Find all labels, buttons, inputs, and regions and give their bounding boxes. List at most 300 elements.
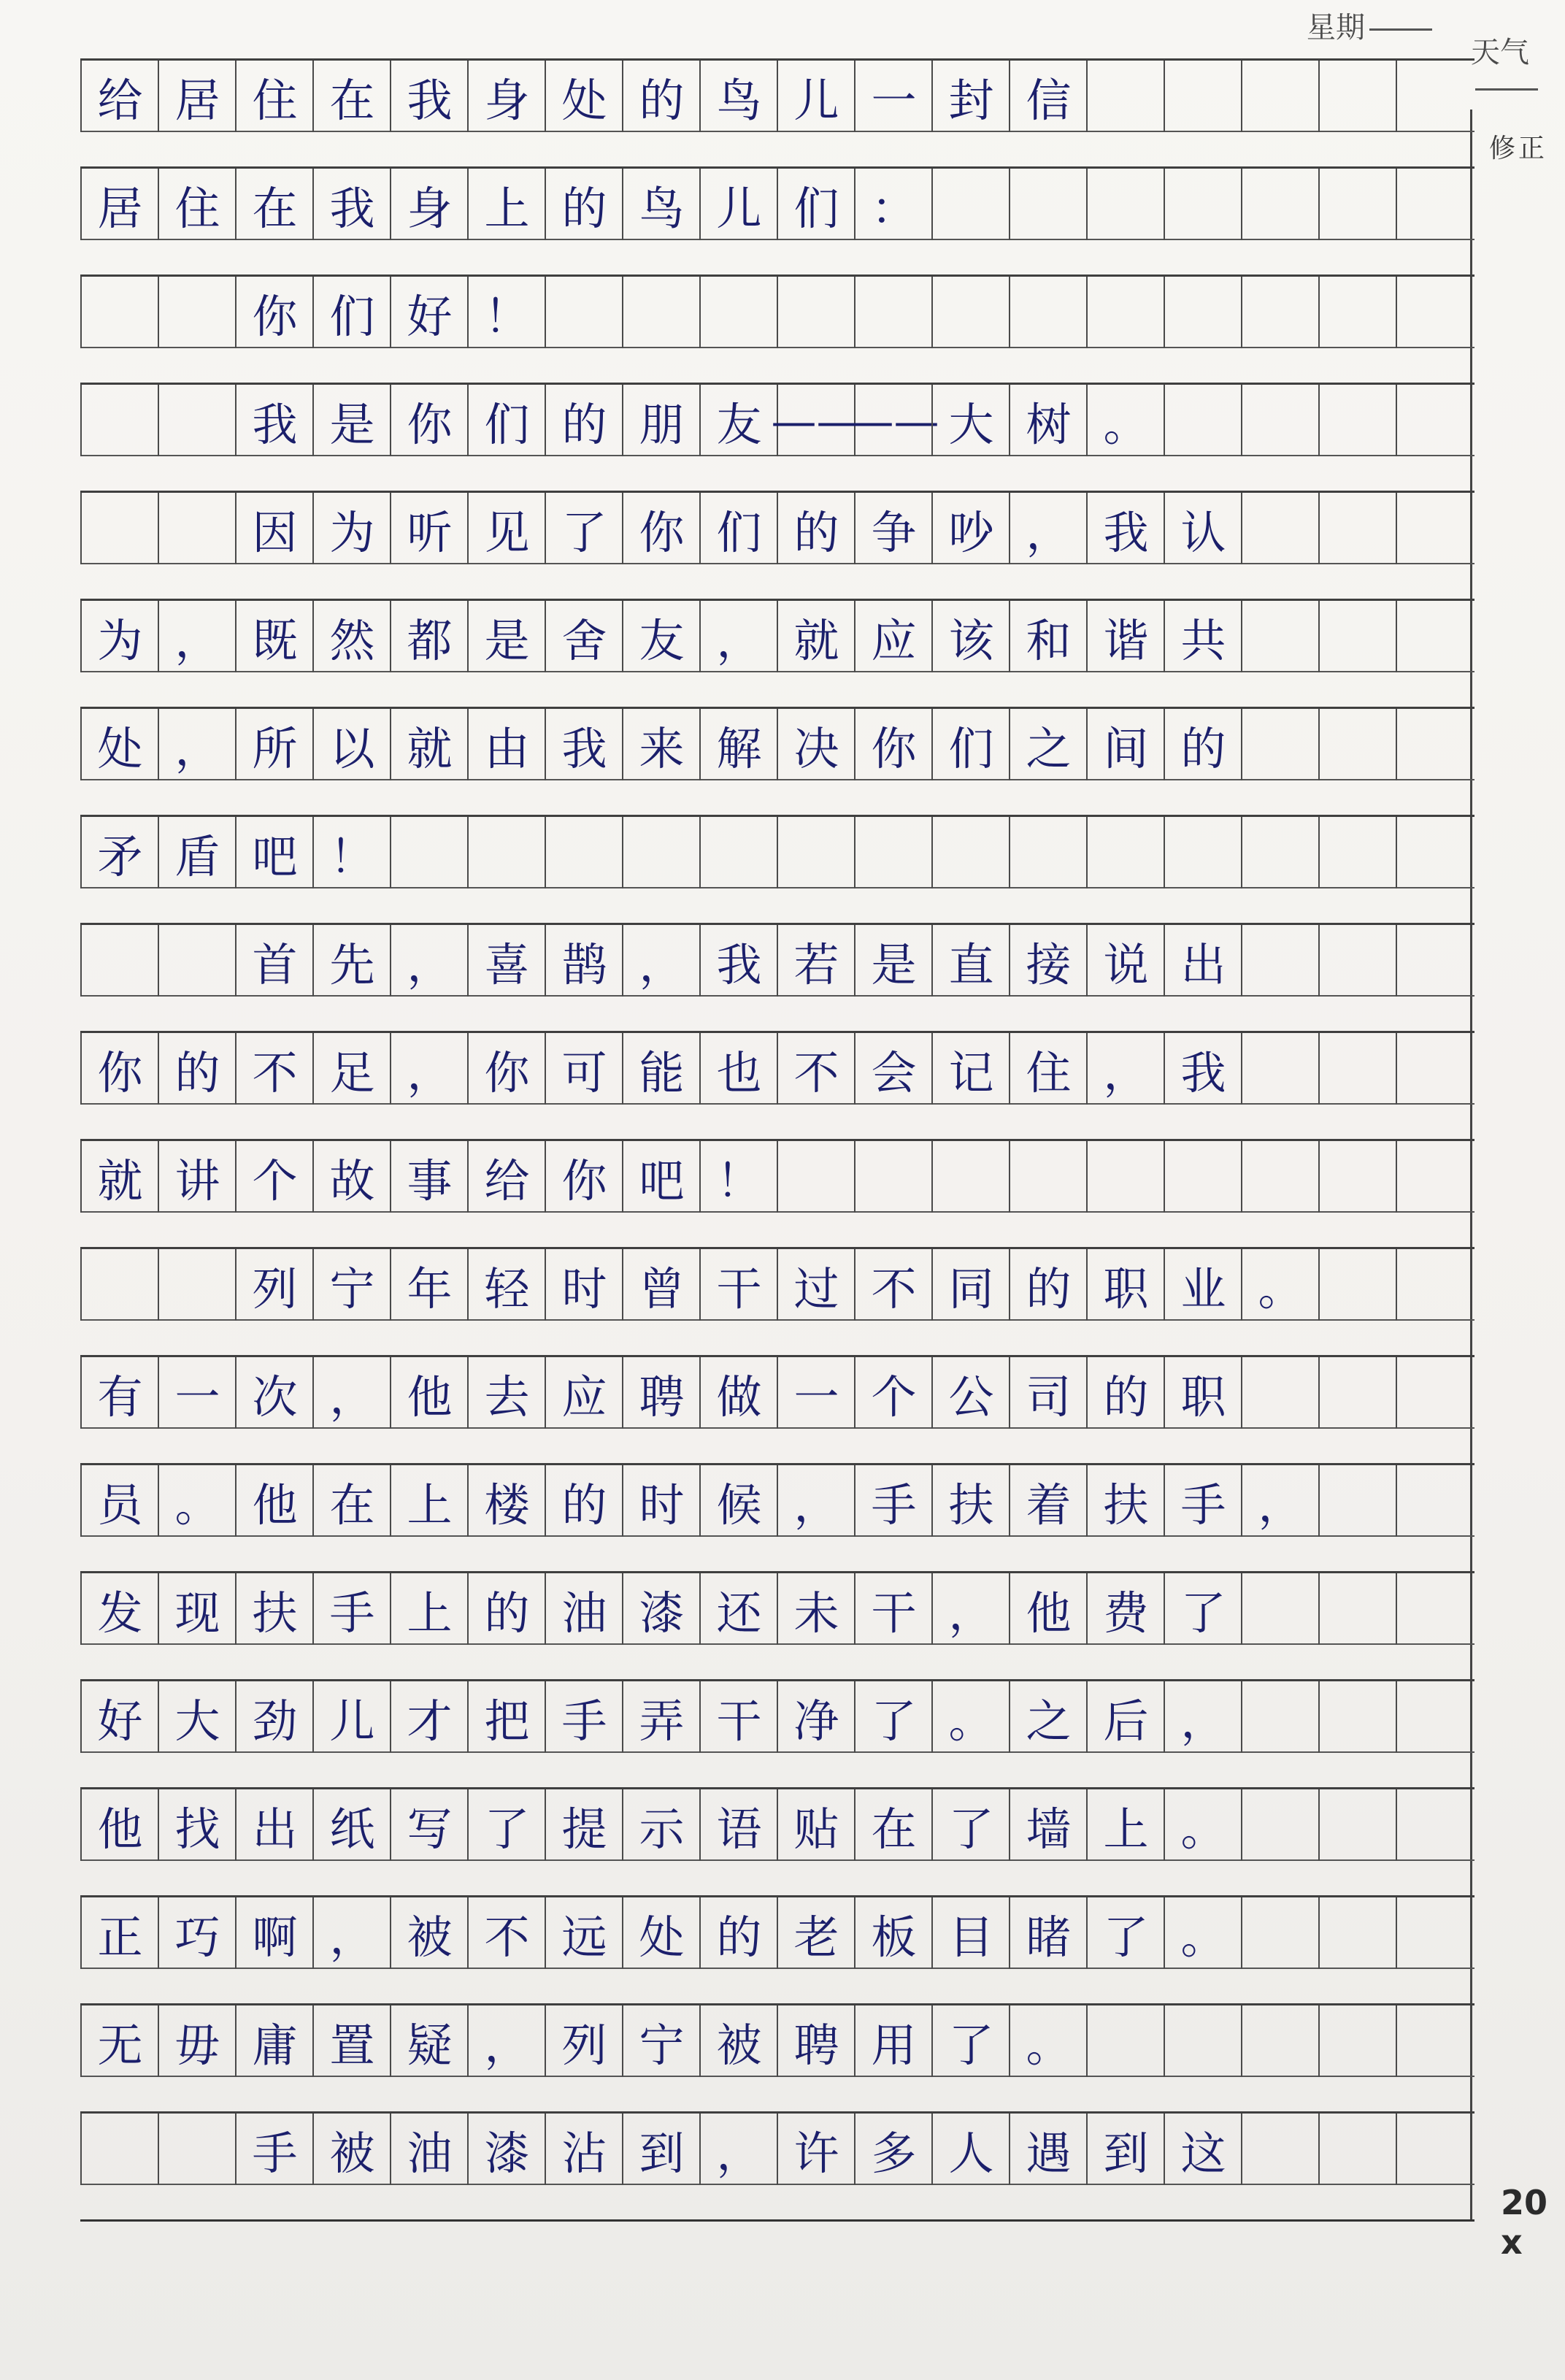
grid-cell: 宁 (312, 1249, 391, 1321)
grid-cell: 会 (854, 1033, 932, 1105)
grid-cell: 年 (390, 1249, 468, 1321)
row-separator (80, 1427, 1474, 1445)
grid-cell: 聘 (777, 2005, 855, 2077)
grid-cell: 不 (467, 1897, 545, 1969)
grid-cell: 油 (545, 1573, 623, 1645)
grid-cell: 说 (1086, 925, 1164, 997)
grid-cell: 了 (1164, 1573, 1242, 1645)
grid-row (80, 1463, 1474, 1553)
grid-cell: 之 (1009, 709, 1087, 780)
grid-cell (1396, 277, 1474, 348)
grid-cell (1241, 925, 1319, 997)
grid-cell: ， (777, 1465, 855, 1537)
grid-cell: 决 (777, 709, 855, 780)
grid-cell: 手 (312, 1573, 391, 1645)
grid-cell: 上 (390, 1573, 468, 1645)
grid-row (80, 1247, 1474, 1337)
grid-cell (1318, 1897, 1396, 1969)
grid-cell (1396, 1141, 1474, 1213)
grid-cell: 曾 (622, 1249, 700, 1321)
grid-cell: 足 (312, 1033, 391, 1105)
grid-cell (1009, 1141, 1087, 1213)
grid-cell: 用 (854, 2005, 932, 2077)
grid-cell: ， (312, 1357, 391, 1429)
grid-cell: 由 (467, 709, 545, 780)
grid-cell: ， (1241, 1465, 1319, 1537)
grid-cell: 扶 (235, 1573, 313, 1645)
grid-cell: 应 (854, 601, 932, 672)
grid-cell: ！ (312, 817, 391, 888)
grid-cell: 认 (1164, 493, 1242, 564)
grid-cell: 们 (467, 385, 545, 456)
grid-cell: 好 (80, 1681, 158, 1753)
grid-cell: 。 (158, 1465, 236, 1537)
grid-cell (1318, 2114, 1396, 2185)
grid-cell: 。 (931, 1681, 1010, 1753)
grid-cell: 手 (235, 2114, 313, 2185)
row-separator (80, 1968, 1474, 1985)
grid-cell: 睹 (1009, 1897, 1087, 1969)
grid-cell: 发 (80, 1573, 158, 1645)
grid-cell (1396, 1033, 1474, 1105)
grid-cell: 的 (699, 1897, 777, 1969)
grid-cell (1318, 169, 1396, 240)
grid-cell: 吧 (622, 1141, 700, 1213)
grid-cell (1396, 1357, 1474, 1429)
grid-cell: 大 (931, 385, 1010, 456)
grid-cell: 轻 (467, 1249, 545, 1321)
grid-cell (545, 817, 623, 888)
grid-cell: 远 (545, 1897, 623, 1969)
grid-cell (158, 385, 236, 456)
row-separator (80, 1859, 1474, 1877)
grid-cell: 先 (312, 925, 391, 997)
grid-cell: 处 (622, 1897, 700, 1969)
grid-cell (1241, 1573, 1319, 1645)
grid-cell: 我 (1164, 1033, 1242, 1105)
grid-cell: 的 (1164, 709, 1242, 780)
grid-cell: ， (467, 2005, 545, 2077)
grid-cell: 儿 (777, 61, 855, 132)
grid-cell (1241, 493, 1319, 564)
grid-cell: 的 (1009, 1249, 1087, 1321)
row-separator (80, 1643, 1474, 1661)
grid-cell (1396, 1789, 1474, 1861)
grid-cell: 毋 (158, 2005, 236, 2077)
grid-cell: 到 (1086, 2114, 1164, 2185)
grid-cell: 语 (699, 1789, 777, 1861)
grid-cell: 吧 (235, 817, 313, 888)
grid-cell: 你 (467, 1033, 545, 1105)
grid-cell: 故 (312, 1141, 391, 1213)
grid-cell (699, 817, 777, 888)
grid-cell: 是 (312, 385, 391, 456)
grid-row (80, 383, 1474, 472)
grid-cell (1396, 1465, 1474, 1537)
grid-cell: 未 (777, 1573, 855, 1645)
grid-row (80, 58, 1474, 148)
grid-cell (1241, 709, 1319, 780)
grid-cell (1396, 2114, 1474, 2185)
grid-cell (1164, 385, 1242, 456)
grid-cell: 提 (545, 1789, 623, 1861)
grid-cell: 正 (80, 1897, 158, 1969)
row-separator (80, 1103, 1474, 1121)
grid-cell: 写 (390, 1789, 468, 1861)
grid-cell (1164, 169, 1242, 240)
grid-cell: 所 (235, 709, 313, 780)
grid-cell: 个 (235, 1141, 313, 1213)
grid-cell: 做 (699, 1357, 777, 1429)
grid-cell (80, 2114, 158, 2185)
grid-cell: 也 (699, 1033, 777, 1105)
grid-row (80, 1679, 1474, 1769)
row-separator (80, 2184, 1474, 2201)
grid-cell: 费 (1086, 1573, 1164, 1645)
grid-cell (158, 925, 236, 997)
grid-cell (467, 817, 545, 888)
grid-cell: 是 (467, 601, 545, 672)
grid-cell: 把 (467, 1681, 545, 1753)
grid-cell: 儿 (312, 1681, 391, 1753)
grid-cell (1396, 925, 1474, 997)
grid-cell (1396, 1573, 1474, 1645)
grid-cell: 以 (312, 709, 391, 780)
grid-cell: 才 (390, 1681, 468, 1753)
grid-cell: 我 (545, 709, 623, 780)
grid-cell: 去 (467, 1357, 545, 1429)
grid-cell (1009, 817, 1087, 888)
grid-cell: 司 (1009, 1357, 1087, 1429)
weather-label: 天气 (1471, 29, 1565, 104)
grid-cell (777, 817, 855, 888)
row-separator (80, 1751, 1474, 1769)
grid-size-label: 20 x (1501, 2183, 1548, 2262)
grid-cell: 舍 (545, 601, 623, 672)
grid-cell (1241, 2114, 1319, 2185)
grid-cell: 漆 (467, 2114, 545, 2185)
grid-cell: 我 (312, 169, 391, 240)
grid-cell: 同 (931, 1249, 1010, 1321)
grid-cell (1318, 61, 1396, 132)
grid-cell: 为 (80, 601, 158, 672)
grid-cell: 老 (777, 1897, 855, 1969)
grid-cell: 他 (80, 1789, 158, 1861)
row-separator (80, 239, 1474, 256)
grid-cell (80, 1249, 158, 1321)
grid-cell: 可 (545, 1033, 623, 1105)
grid-cell (80, 385, 158, 456)
grid-cell: 员 (80, 1465, 158, 1537)
grid-cell: 干 (699, 1249, 777, 1321)
grid-cell: 友 (699, 385, 777, 456)
grid-cell: 就 (80, 1141, 158, 1213)
grid-cell: 了 (854, 1681, 932, 1753)
grid-cell: 楼 (467, 1465, 545, 1537)
grid-cell: 的 (545, 385, 623, 456)
grid-cell (699, 277, 777, 348)
grid-cell: 好 (390, 277, 468, 348)
grid-cell: 上 (467, 169, 545, 240)
grid-cell: 我 (390, 61, 468, 132)
grid-cell: 上 (390, 1465, 468, 1537)
grid-cell: 。 (1009, 2005, 1087, 2077)
grid-cell: 职 (1164, 1357, 1242, 1429)
grid-cell: 来 (622, 709, 700, 780)
grid-cell (1396, 2005, 1474, 2077)
grid-cell (1396, 169, 1474, 240)
grid-row (80, 275, 1474, 364)
grid-cell: 目 (931, 1897, 1010, 1969)
grid-cell: 的 (1086, 1357, 1164, 1429)
grid-cell: ， (699, 601, 777, 672)
grid-cell (1318, 601, 1396, 672)
grid-cell: 接 (1009, 925, 1087, 997)
row-separator (80, 131, 1474, 148)
grid-cell: 应 (545, 1357, 623, 1429)
grid-cell: ， (1086, 1033, 1164, 1105)
grid-cell: 公 (931, 1357, 1010, 1429)
grid-cell: ， (1009, 493, 1087, 564)
grid-cell (1396, 493, 1474, 564)
grid-cell: 墙 (1009, 1789, 1087, 1861)
row-separator (80, 1211, 1474, 1229)
grid-cell: 他 (1009, 1573, 1087, 1645)
grid-cell: 过 (777, 1249, 855, 1321)
grid-cell: 疑 (390, 2005, 468, 2077)
grid-cell: 因 (235, 493, 313, 564)
grid-cell: 首 (235, 925, 313, 997)
grid-cell (1241, 1789, 1319, 1861)
grid-cell: 住 (158, 169, 236, 240)
grid-cell: 们 (777, 169, 855, 240)
grid-cell: 在 (235, 169, 313, 240)
grid-cell: ！ (699, 1141, 777, 1213)
grid-cell: 职 (1086, 1249, 1164, 1321)
grid-cell (158, 277, 236, 348)
grid-cell: ， (931, 1573, 1010, 1645)
grid-cell (1241, 2005, 1319, 2077)
row-separator (80, 671, 1474, 688)
grid-cell: 既 (235, 601, 313, 672)
grid-cell: 个 (854, 1357, 932, 1429)
grid-cell (1318, 493, 1396, 564)
grid-cell: —— (854, 385, 932, 456)
grid-cell: 你 (622, 493, 700, 564)
grid-cell: 鸟 (699, 61, 777, 132)
grid-cell: 他 (235, 1465, 313, 1537)
grid-cell: 不 (777, 1033, 855, 1105)
grid-cell: 树 (1009, 385, 1087, 456)
grid-cell: 的 (545, 169, 623, 240)
grid-cell: 了 (467, 1789, 545, 1861)
grid-cell: 见 (467, 493, 545, 564)
grid-cell (777, 277, 855, 348)
grid-cell: 你 (80, 1033, 158, 1105)
grid-cell: 时 (545, 1249, 623, 1321)
grid-cell: 扶 (931, 1465, 1010, 1537)
grid-cell: 干 (854, 1573, 932, 1645)
grid-cell: 巧 (158, 1897, 236, 1969)
grid-cell: ， (158, 601, 236, 672)
grid-cell (1396, 61, 1474, 132)
grid-cell: 间 (1086, 709, 1164, 780)
grid-cell: 争 (854, 493, 932, 564)
grid-cell: 的 (777, 493, 855, 564)
grid-cell: 我 (1086, 493, 1164, 564)
grid-cell: 的 (545, 1465, 623, 1537)
grid-cell: —— (777, 385, 855, 456)
grid-cell (1318, 385, 1396, 456)
grid-cell: 记 (931, 1033, 1010, 1105)
grid-cell: 贴 (777, 1789, 855, 1861)
grid-row (80, 166, 1474, 256)
grid-row (80, 815, 1474, 905)
grid-cell (158, 2114, 236, 2185)
grid-cell: 给 (80, 61, 158, 132)
grid-cell: ， (622, 925, 700, 997)
grid-cell: 居 (158, 61, 236, 132)
grid-cell (622, 277, 700, 348)
row-separator (80, 887, 1474, 905)
grid-cell: 了 (1086, 1897, 1164, 1969)
grid-cell: 时 (622, 1465, 700, 1537)
grid-cell: 若 (777, 925, 855, 997)
grid-cell (1396, 817, 1474, 888)
grid-cell (1241, 601, 1319, 672)
grid-cell: ！ (467, 277, 545, 348)
grid-row (80, 707, 1474, 796)
grid-cell (1318, 1573, 1396, 1645)
grid-cell: 到 (622, 2114, 700, 2185)
row-separator (80, 1319, 1474, 1337)
grid-cell: 你 (545, 1141, 623, 1213)
grid-cell (1241, 1357, 1319, 1429)
grid-cell: 我 (699, 925, 777, 997)
grid-row (80, 1139, 1474, 1229)
grid-cell: 你 (390, 385, 468, 456)
grid-cell: 解 (699, 709, 777, 780)
grid-cell (1009, 277, 1087, 348)
grid-cell: 一 (777, 1357, 855, 1429)
grid-cell (1241, 817, 1319, 888)
grid-cell: 的 (158, 1033, 236, 1105)
grid-cell: 之 (1009, 1681, 1087, 1753)
grid-row (80, 1787, 1474, 1877)
row-separator (80, 347, 1474, 364)
grid-cell: 身 (390, 169, 468, 240)
grid-cell (80, 277, 158, 348)
grid-cell (80, 493, 158, 564)
grid-bottom-line (80, 2219, 1474, 2222)
grid-cell: 能 (622, 1033, 700, 1105)
grid-cell: 出 (1164, 925, 1242, 997)
grid-cell (1086, 61, 1164, 132)
grid-cell: 事 (390, 1141, 468, 1213)
grid-cell: 庸 (235, 2005, 313, 2077)
grid-cell: 有 (80, 1357, 158, 1429)
grid-cell (1396, 1249, 1474, 1321)
grid-cell: 该 (931, 601, 1010, 672)
grid-cell: 居 (80, 169, 158, 240)
row-separator (80, 995, 1474, 1013)
grid-cell (1318, 1033, 1396, 1105)
grid-cell: 干 (699, 1681, 777, 1753)
grid-cell: 弄 (622, 1681, 700, 1753)
grid-cell: 信 (1009, 61, 1087, 132)
grid-cell (931, 817, 1010, 888)
grid-cell: ， (699, 2114, 777, 2185)
grid-cell: 一 (158, 1357, 236, 1429)
grid-cell (1396, 601, 1474, 672)
grid-cell (1318, 1465, 1396, 1537)
grid-cell (1318, 1357, 1396, 1429)
grid-cell: 手 (1164, 1465, 1242, 1537)
grid-cell: 手 (854, 1465, 932, 1537)
grid-cell: 着 (1009, 1465, 1087, 1537)
grid-cell: 找 (158, 1789, 236, 1861)
grid-cell: 他 (390, 1357, 468, 1429)
grid-cell: 扶 (1086, 1465, 1164, 1537)
margin-correction-label: 修正 (1489, 134, 1548, 164)
grid-cell: ， (158, 709, 236, 780)
grid-cell: 在 (312, 61, 391, 132)
grid-cell: 然 (312, 601, 391, 672)
grid-cell: 的 (622, 61, 700, 132)
grid-cell (931, 277, 1010, 348)
grid-cell: 无 (80, 2005, 158, 2077)
grid-cell (390, 817, 468, 888)
grid-cell (1318, 709, 1396, 780)
weekday-label: 星期 (1307, 4, 1437, 46)
grid-row (80, 2111, 1474, 2201)
grid-cell: 被 (390, 1897, 468, 1969)
grid-cell: 在 (312, 1465, 391, 1537)
grid-row (80, 491, 1474, 580)
grid-cell (158, 493, 236, 564)
grid-cell (158, 1249, 236, 1321)
grid-cell: 住 (235, 61, 313, 132)
grid-cell (1396, 1681, 1474, 1753)
grid-cell (1241, 61, 1319, 132)
grid-cell: 你 (854, 709, 932, 780)
grid-cell: 上 (1086, 1789, 1164, 1861)
grid-cell (1241, 1681, 1319, 1753)
grid-cell (931, 1141, 1010, 1213)
grid-cell: 现 (158, 1573, 236, 1645)
grid-cell: 遇 (1009, 2114, 1087, 2185)
grid-cell: 板 (854, 1897, 932, 1969)
grid-cell: ， (1164, 1681, 1242, 1753)
grid-cell (622, 817, 700, 888)
grid-cell: 大 (158, 1681, 236, 1753)
grid-cell: 直 (931, 925, 1010, 997)
grid-cell (80, 925, 158, 997)
grid-cell: 出 (235, 1789, 313, 1861)
grid-cell: 被 (312, 2114, 391, 2185)
grid-cell (1318, 925, 1396, 997)
grid-cell: ， (390, 1033, 468, 1105)
grid-cell: 次 (235, 1357, 313, 1429)
grid-cell (1396, 709, 1474, 780)
grid-row (80, 1355, 1474, 1445)
row-separator (80, 1535, 1474, 1553)
grid-row (80, 599, 1474, 688)
grid-cell: 。 (1086, 385, 1164, 456)
grid-cell: 们 (931, 709, 1010, 780)
grid-cell: 了 (545, 493, 623, 564)
grid-cell: 共 (1164, 601, 1242, 672)
